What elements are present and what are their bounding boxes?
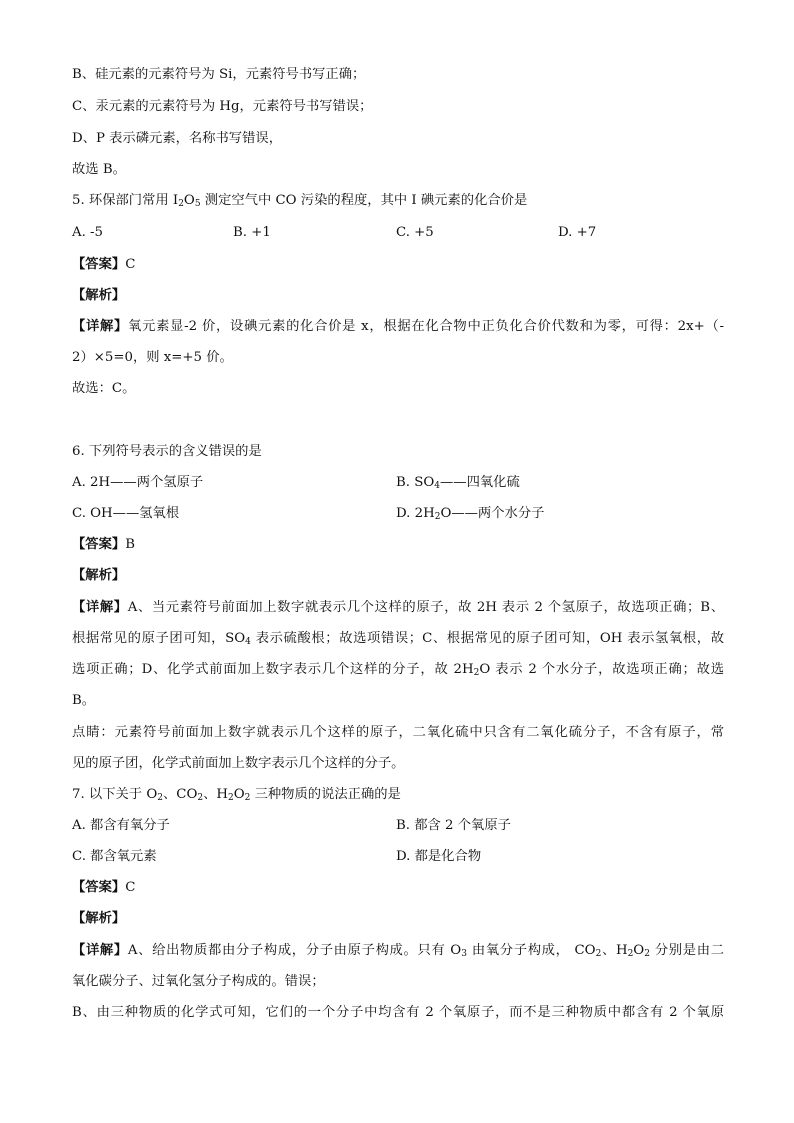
- q6-tip: 点睛：元素符号前面加上数字就表示几个这样的原子，二氧化硫中只含有二氧化硫分子，不含有原子，常: [72, 725, 724, 740]
- question-5-stem: 5. 环保部门常用 $I_2O_5$ 测定空气中 CO 污染的程度，其中 I 碘元素的化合价是: [72, 193, 528, 209]
- q5-detail-cont: 2）×5=0，则 x=+5 价。: [72, 350, 233, 365]
- text-line: C、汞元素的元素符号为 Hg，元素符号书写错误；: [72, 99, 373, 114]
- q6-answer: 【答案】B: [72, 537, 135, 552]
- text-line: B、硅元素的元素符号为 Si，元素符号书写正确；: [72, 67, 366, 82]
- q7-option-c: C. 都含氧元素: [72, 849, 157, 864]
- text-line: 故选 B。: [72, 162, 126, 177]
- q5-detail: 【详解】氧元素显-2 价，设碘元素的化合价是 x，根据在化合物中正负化合价代数和为零，可得：2x+（-: [72, 319, 724, 334]
- q7-answer: 【答案】C: [72, 880, 136, 895]
- q6-detail-cont: 选项正确；D、化学式前面加上数字表示几个这样的分子，故 $2H_2O$ 表示 2 个水分子，故选项正确；故选: [72, 662, 724, 678]
- q7-detail-cont: B、由三种物质的化学式可知，它们的一个分子中均含有 2 个氧原子，而不是三种物质中都含有 2 个氧原: [72, 1005, 724, 1020]
- question-7-stem: 7. 以下关于 $O_2$、$CO_2$、$H_2O_2$ 三种物质的说法正确的是: [72, 787, 401, 803]
- q5-analysis-heading: 【解析】: [72, 288, 126, 303]
- q5-answer: 【答案】C: [72, 257, 136, 272]
- text-line: D、P 表示磷元素，名称书写错误，: [72, 131, 282, 146]
- q5-option-a: A. -5: [72, 225, 104, 240]
- q6-option-d: D. $2H_2O——$两个水分子: [396, 506, 545, 522]
- q7-analysis-heading: 【解析】: [72, 911, 126, 926]
- q7-detail-cont: 氧化碳分子、过氧化氢分子构成的。错误；: [72, 974, 325, 989]
- q6-detail: 【详解】A、当元素符号前面加上数字就表示几个这样的原子，故 2H 表示 2 个氢原子，故选项正确；B、: [72, 600, 724, 615]
- q5-option-d: D. +7: [558, 225, 597, 240]
- q6-option-c: C. OH——氢氧根: [72, 506, 180, 521]
- q6-tip-cont: 见的原子团，化学式前面加上数字表示几个这样的分子。: [72, 756, 405, 771]
- q6-option-a: A. 2H——两个氢原子: [72, 475, 204, 490]
- q5-option-b: B. +1: [233, 225, 271, 240]
- q5-conclusion: 故选：C。: [72, 381, 136, 396]
- q7-option-b: B. 都含 2 个氧原子: [396, 818, 511, 833]
- q7-detail: 【详解】A、给出物质都由分子构成，分子由原子构成。只有 $O_3$ 由氧分子构成， $CO_2$、$H_2O_2$ 分别是由二: [72, 943, 724, 959]
- q5-option-c: C. +5: [396, 225, 434, 240]
- q6-option-b: B. $SO_4——$四氧化硫: [396, 475, 520, 491]
- question-6-stem: 6. 下列符号表示的含义错误的是: [72, 444, 262, 459]
- q7-option-a: A. 都含有氧分子: [72, 818, 170, 833]
- q6-detail-cont: 根据常见的原子团可知，$SO_4$ 表示硫酸根；故选项错误；C、根据常见的原子团可知，OH 表示氢氧根，故: [72, 631, 725, 647]
- q6-detail-end: B。: [72, 693, 96, 708]
- q7-option-d: D. 都是化合物: [396, 849, 482, 864]
- q6-analysis-heading: 【解析】: [72, 568, 126, 583]
